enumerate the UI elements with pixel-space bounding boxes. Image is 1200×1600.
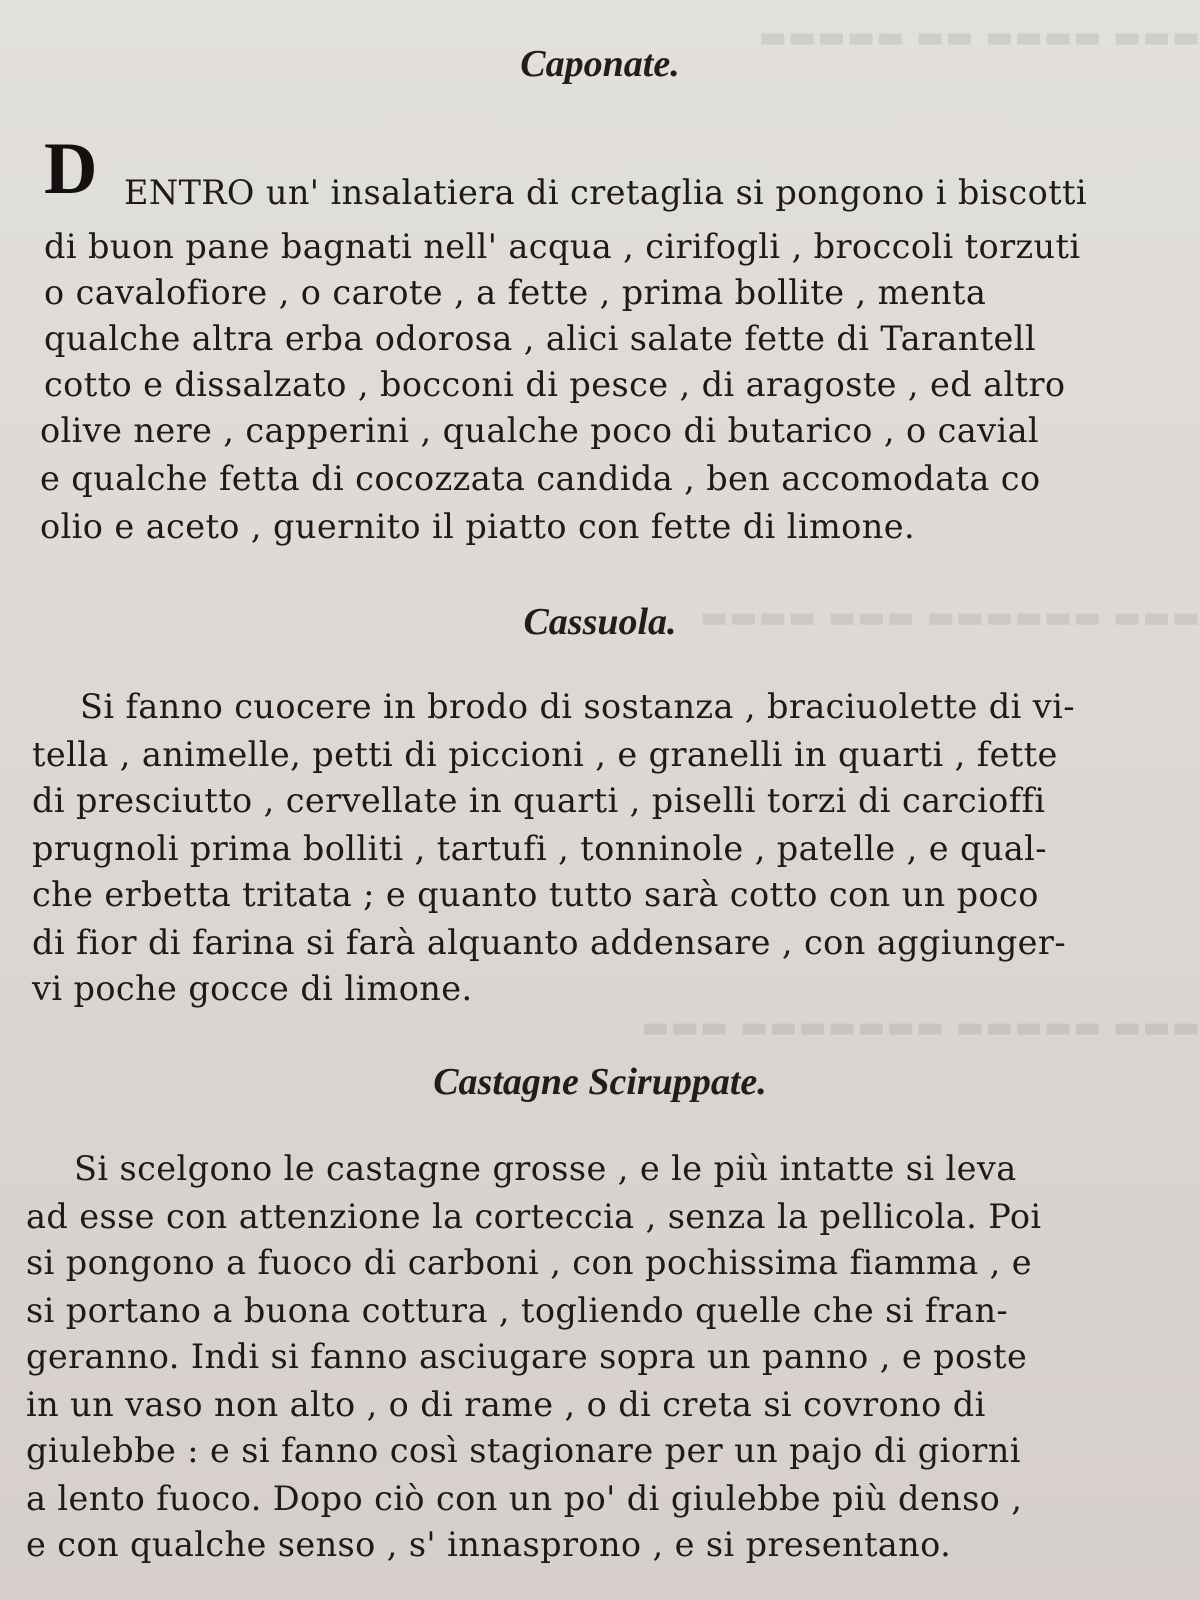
- text-line: di presciutto , cervellate in quarti , piselli torzi di carcioffi: [32, 781, 1046, 820]
- text-line: vi poche gocce di limone.: [32, 969, 473, 1008]
- show-through-shadow: ▬▬▬ ▬▬▬▬ ▬▬ ▬▬▬▬▬: [757, 20, 1200, 55]
- show-through-shadow: ▬▬▬ ▬▬▬▬▬ ▬▬▬▬▬▬▬ ▬▬▬: [640, 1010, 1200, 1045]
- text-line: Si scelgono le castagne grosse , e le più intatte si leva: [74, 1149, 1017, 1188]
- text-line: prugnoli prima bolliti , tartufi , tonninole , patelle , e qual-: [32, 829, 1048, 868]
- text-line: si portano a buona cottura , togliendo quelle che si fran-: [26, 1291, 1009, 1330]
- text-line: a lento fuoco. Dopo ciò con un po' di giulebbe più denso ,: [26, 1479, 1023, 1518]
- text-line: olive nere , capperini , qualche poco di butarico , o cavial: [40, 411, 1040, 450]
- text-line: in un vaso non alto , o di rame , o di creta si covrono di: [26, 1385, 986, 1424]
- text-line: di buon pane bagnati nell' acqua , cirifogli , broccoli torzuti: [44, 227, 1081, 266]
- text-line: che erbetta tritata ; e quanto tutto sarà cotto con un poco: [32, 875, 1039, 914]
- text-line: e qualche fetta di cocozzata candida , ben accomodata co: [40, 459, 1041, 498]
- text-line: di fior di farina si farà alquanto addensare , con aggiunger-: [32, 923, 1067, 962]
- text-line: o cavalofiore , o carote , a fette , prima bollite , menta: [44, 273, 987, 312]
- section-title-cassuola: Cassuola.: [523, 601, 677, 643]
- text-line: ad esse con attenzione la corteccia , senza la pellicola. Poi: [26, 1197, 1042, 1236]
- text-line: tella , animelle, petti di piccioni , e granelli in quarti , fette: [32, 735, 1058, 774]
- text-line: ENTRO un' insalatiera di cretaglia si pongono i biscotti: [124, 173, 1088, 212]
- text-line: giulebbe : e si fanno così stagionare per un pajo di giorni: [26, 1431, 1021, 1470]
- show-through-shadow: ▬▬▬ ▬▬▬▬▬▬ ▬▬▬ ▬▬▬▬: [698, 600, 1200, 635]
- text-line: si pongono a fuoco di carboni , con pochissima fiamma , e: [26, 1243, 1032, 1282]
- section-title-castagne-sciruppate: Castagne Sciruppate.: [433, 1061, 767, 1103]
- text-line: geranno. Indi si fanno asciugare sopra un panno , e poste: [26, 1337, 1028, 1376]
- text-line: Si fanno cuocere in brodo di sostanza , braciuolette di vi-: [80, 687, 1075, 726]
- text-line: qualche altra erba odorosa , alici salate fette di Tarantell: [44, 319, 1037, 358]
- text-line: olio e aceto , guernito il piatto con fette di limone.: [40, 507, 915, 546]
- section-title-caponate: Caponate.: [520, 43, 680, 85]
- text-line: e con qualche senso , s' innasprono , e si presentano.: [26, 1525, 952, 1564]
- text-line: cotto e dissalzato , bocconi di pesce , di aragoste , ed altro: [44, 365, 1066, 404]
- drop-cap: D: [44, 128, 98, 210]
